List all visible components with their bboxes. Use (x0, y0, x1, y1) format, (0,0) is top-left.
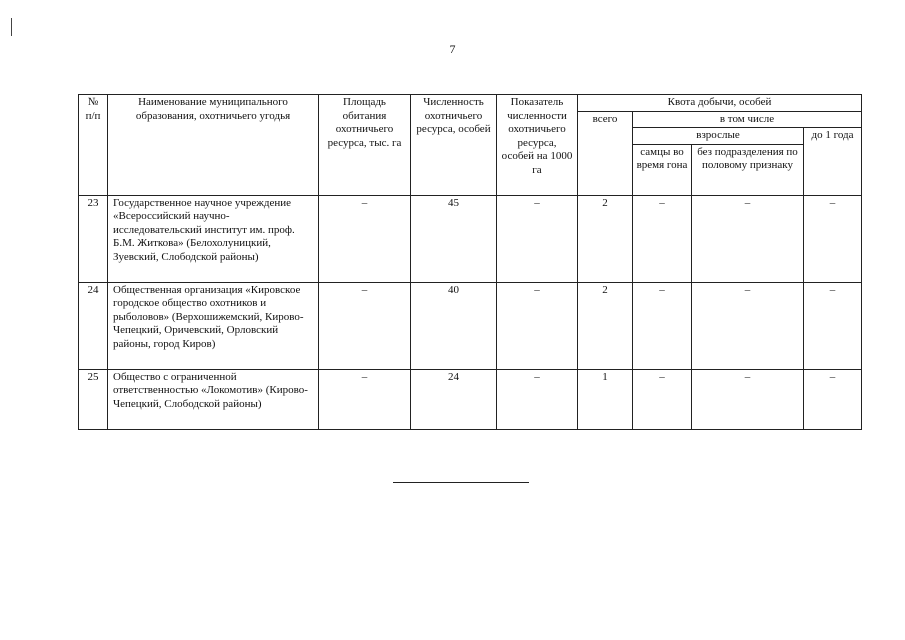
cell-area: – (319, 369, 411, 429)
table-row (79, 282, 862, 369)
header-under-1: до 1 года (804, 128, 862, 196)
cell-no-sex: – (692, 195, 804, 282)
header-including: в том числе (633, 111, 862, 128)
page-number: 7 (449, 42, 456, 56)
header-no-sex: без подразделения по половому признаку (692, 144, 804, 195)
header-density: Показатель численности охотничьего ресурса, особей на 1000 га (497, 95, 578, 196)
cell-count: 40 (411, 282, 497, 369)
cell-males: – (633, 195, 692, 282)
cell-num: 23 (79, 195, 108, 282)
header-area: Площадь обитания охотничьего ресурса, тыс. га (319, 95, 411, 196)
cell-under-1: – (804, 369, 862, 429)
closing-line (393, 482, 529, 483)
header-total: всего (578, 111, 633, 195)
quota-table (78, 94, 862, 430)
cell-num: 24 (79, 282, 108, 369)
cell-density: – (497, 369, 578, 429)
cell-name: Государственное научное учреждение «Всероссийский научно-исследовательский институт им. проф. Б.М. Житкова» (Белохолуницкий, Зуевский, Слободской районы) (108, 195, 319, 282)
cell-count: 24 (411, 369, 497, 429)
table-row (79, 195, 862, 282)
header-num: № п/п (79, 95, 108, 196)
cell-males: – (633, 282, 692, 369)
cell-density: – (497, 195, 578, 282)
header-males: самцы во время гона (633, 144, 692, 195)
cell-area: – (319, 195, 411, 282)
cell-total: 1 (578, 369, 633, 429)
cell-under-1: – (804, 282, 862, 369)
header-name: Наименование муниципального образования, охотничьего угодья (108, 95, 319, 196)
cell-no-sex: – (692, 282, 804, 369)
header-count: Численность охотничьего ресурса, особей (411, 95, 497, 196)
cell-no-sex: – (692, 369, 804, 429)
margin-mark (11, 18, 12, 36)
cell-total: 2 (578, 282, 633, 369)
cell-count: 45 (411, 195, 497, 282)
cell-density: – (497, 282, 578, 369)
table-row (79, 369, 862, 429)
cell-name: Общество с ограниченной ответственностью «Локомотив» (Кирово-Чепецкий, Слободской районы) (108, 369, 319, 429)
cell-name: Общественная организация «Кировское городское общество охотников и рыболовов» (Верхошижемский, Кирово-Чепецкий, Оричевский, Орловский районы, город Киров) (108, 282, 319, 369)
header-quota: Квота добычи, особей (578, 95, 862, 112)
cell-males: – (633, 369, 692, 429)
header-adults: взрослые (633, 128, 804, 145)
cell-area: – (319, 282, 411, 369)
cell-total: 2 (578, 195, 633, 282)
cell-under-1: – (804, 195, 862, 282)
cell-num: 25 (79, 369, 108, 429)
